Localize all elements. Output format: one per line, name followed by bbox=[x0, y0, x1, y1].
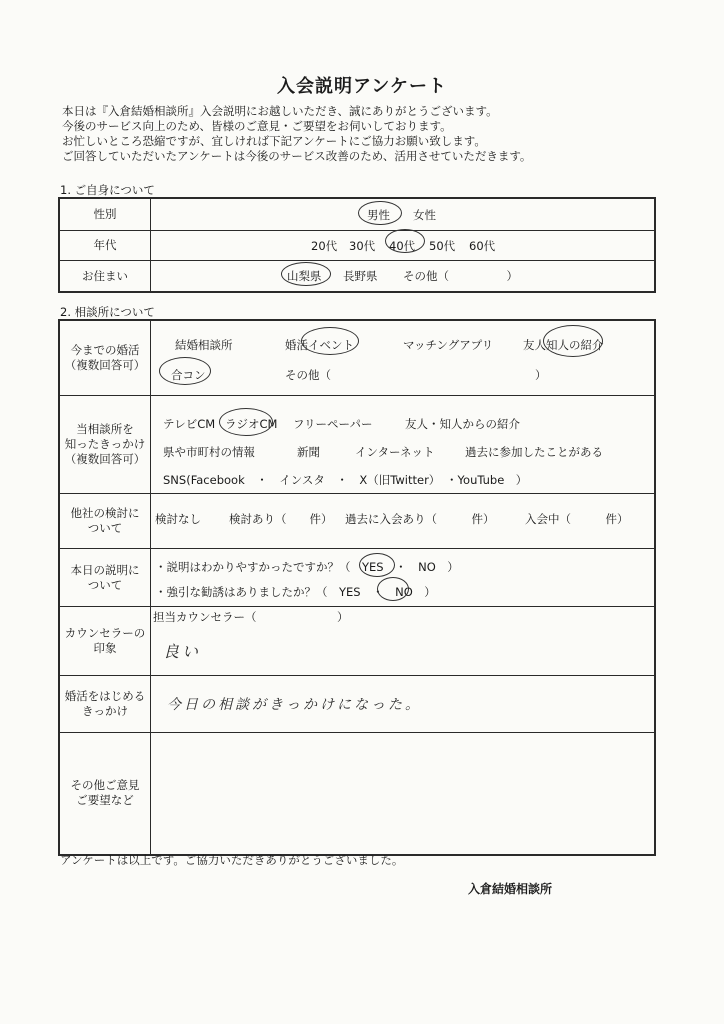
explanation-label-line: ついて bbox=[87, 577, 123, 592]
intro-line: お忙しいところ恐縮ですが、宜しければ下記アンケートにご協力お願い致します。 bbox=[62, 134, 486, 148]
counselor-impression-handwriting: 良い bbox=[163, 642, 202, 661]
intro-line: 本日は『入倉結婚相談所』入会説明にお越しいただき、誠にありがとうございます。 bbox=[62, 104, 498, 118]
explanation-question-clarity: ・説明はわかりやすかったですか？（ YES ・ NO ） bbox=[155, 560, 459, 574]
age-option-40[interactable]: 40代 bbox=[389, 239, 416, 253]
comments-label-line: その他ご意見 bbox=[70, 778, 140, 793]
discovery-option-referral[interactable]: 友人・知人からの紹介 bbox=[405, 417, 520, 431]
comments-label bbox=[59, 733, 151, 855]
residence-option-yamanashi[interactable]: 山梨県 bbox=[287, 269, 322, 283]
motivation-handwriting: 今日の相談がきっかけになった。 bbox=[167, 697, 422, 713]
discovery-label-line: 知ったきっかけ bbox=[64, 437, 146, 451]
other-companies-label bbox=[59, 494, 151, 549]
company-name: 入倉結婚相談所 bbox=[468, 882, 553, 896]
explanation-question-pushy: ・強引な勧誘はありましたか？（ YES ・ NO ） bbox=[155, 585, 436, 599]
intro-line: ご回答していただいたアンケートは今後のサービス改善のため、活用させていただきます。 bbox=[62, 149, 532, 163]
intro-line: 今後のサービス向上のため、皆様のご意見・ご要望をお伺いしております。 bbox=[62, 119, 452, 133]
comments-label-line: ご要望など bbox=[76, 793, 134, 808]
motivation-label-line: きっかけ bbox=[82, 704, 128, 718]
activity-option-agency[interactable]: 結婚相談所 bbox=[175, 338, 233, 352]
discovery-option-internet[interactable]: インターネット bbox=[355, 445, 435, 459]
age-option-20[interactable]: 20代 bbox=[311, 239, 338, 253]
discovery-option-newspaper[interactable]: 新聞 bbox=[297, 445, 320, 459]
gender-option-female[interactable]: 女性 bbox=[413, 208, 436, 222]
residence-option-other[interactable]: その他（ ） bbox=[403, 269, 518, 283]
activities-label-line: （複数回答可） bbox=[64, 358, 146, 372]
discovery-option-freepaper[interactable]: フリーペーパー bbox=[293, 417, 373, 431]
age-label: 年代 bbox=[59, 231, 151, 261]
counselor-label-line: カウンセラーの bbox=[64, 626, 146, 640]
discovery-option-radio[interactable]: ラジオCM bbox=[225, 417, 278, 431]
other-companies-option-current[interactable]: 入会中（ 件） bbox=[525, 512, 629, 526]
section1-label: 1. ご自身について bbox=[60, 183, 155, 197]
motivation-label-line: 婚活をはじめる bbox=[64, 689, 146, 703]
counselor-label bbox=[59, 607, 151, 676]
other-companies-label-line: 他社の検討に bbox=[70, 506, 140, 520]
gender-option-male[interactable]: 男性 bbox=[367, 208, 390, 222]
discovery-option-tv[interactable]: テレビCM bbox=[163, 417, 216, 431]
intro-text bbox=[62, 104, 531, 164]
other-companies-option-none[interactable]: 検討なし bbox=[155, 512, 201, 526]
activity-option-event[interactable]: 婚活イベント bbox=[285, 338, 354, 352]
explanation-label-line: 本日の説明に bbox=[70, 562, 140, 577]
other-companies-option-considering[interactable]: 検討あり（ 件） bbox=[229, 512, 333, 526]
activities-label bbox=[59, 320, 151, 396]
age-option-30[interactable]: 30代 bbox=[349, 239, 376, 253]
page-title: 入会説明アンケート bbox=[277, 76, 447, 97]
activities-label-line: 今までの婚活 bbox=[70, 343, 140, 357]
activity-option-referral[interactable]: 友人知人の紹介 bbox=[523, 338, 604, 352]
gender-label: 性別 bbox=[59, 198, 151, 231]
motivation-label bbox=[59, 676, 151, 733]
activity-option-gokon[interactable]: 合コン bbox=[171, 368, 206, 382]
comments-field[interactable] bbox=[151, 733, 656, 855]
discovery-option-municipal[interactable]: 県や市町村の情報 bbox=[163, 445, 255, 459]
age-option-50[interactable]: 50代 bbox=[429, 239, 456, 253]
residence-option-nagano[interactable]: 長野県 bbox=[343, 269, 378, 283]
discovery-option-sns[interactable]: SNS(Facebook ・ インスタ ・ X（旧Twitter） ・YouTube ） bbox=[163, 473, 528, 487]
discovery-label-line: （複数回答可） bbox=[64, 452, 146, 466]
age-option-60[interactable]: 60代 bbox=[469, 239, 496, 253]
other-companies-option-past[interactable]: 過去に入会あり（ 件） bbox=[345, 512, 495, 526]
footer-text: アンケートは以上です。ご協力いただきありがとうございました。 bbox=[60, 853, 404, 867]
section2-label: 2. 相談所について bbox=[60, 305, 155, 319]
counselor-label-line: 印象 bbox=[93, 641, 117, 655]
discovery-label-line: 当相談所を bbox=[76, 422, 134, 436]
section2-table bbox=[58, 319, 656, 856]
discovery-label bbox=[59, 396, 151, 494]
residence-label: お住まい bbox=[59, 261, 151, 293]
section1-table bbox=[58, 197, 656, 293]
activity-option-app[interactable]: マッチングアプリ bbox=[403, 338, 494, 352]
other-companies-label-line: ついて bbox=[87, 521, 123, 535]
counselor-name-prompt[interactable]: 担当カウンセラー（ ） bbox=[153, 610, 349, 624]
activity-option-other[interactable]: その他（ bbox=[285, 368, 331, 382]
discovery-option-past-event[interactable]: 過去に参加したことがある bbox=[465, 445, 603, 459]
activity-option-other-close: ） bbox=[535, 368, 547, 382]
explanation-label bbox=[59, 549, 151, 607]
